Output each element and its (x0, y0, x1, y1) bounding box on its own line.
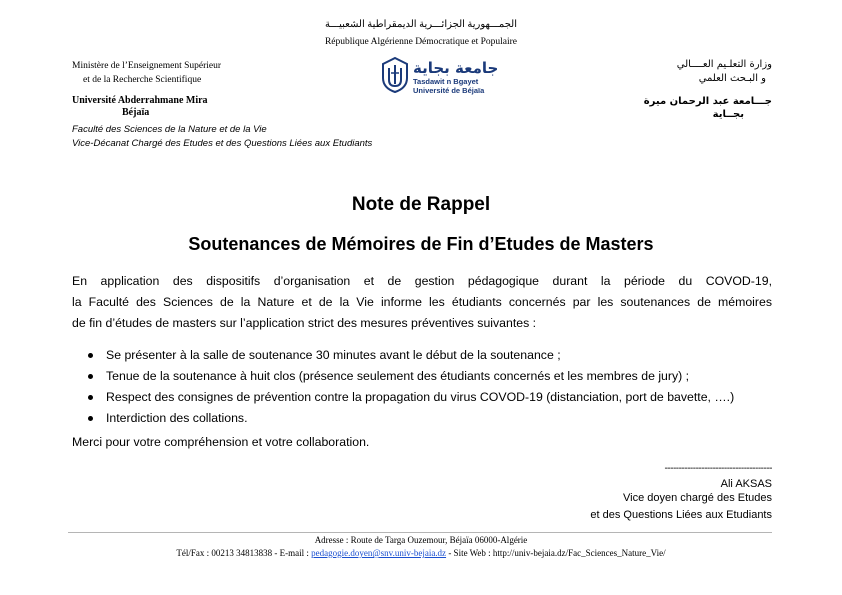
list-item (88, 408, 788, 429)
university-ar-line-2: بجــاية (712, 109, 744, 120)
bullet-icon (88, 416, 93, 421)
ministry-ar-line-2: و البـحث العلمي (698, 73, 766, 84)
footer-phone: Tél/Fax : 00213 34813838 - E-mail : (176, 548, 312, 558)
list-item (88, 387, 788, 408)
bullet-icon (88, 353, 93, 358)
closing-sentence: Merci pour votre compréhension et votre collaboration. (72, 435, 370, 449)
intro-line: la Faculté des Sciences de la Nature et de la Vie informe les étudiants concernés par les soutenances de mémoires (72, 295, 772, 309)
university-emblem-icon (380, 56, 410, 94)
footer-contact (0, 548, 842, 558)
faculty-name (72, 123, 372, 150)
list-item-text: Interdiction des collations. (106, 411, 248, 425)
intro-line: de fin d’études de masters sur l’application strict des mesures préventives suivantes : (72, 316, 537, 330)
signatory-name: Ali AKSAS (720, 478, 772, 490)
footer-email-link[interactable]: pedagogie.doyen@snv.univ-bejaia.dz (311, 548, 447, 558)
university-name-arabic (644, 95, 772, 121)
logo-name-french: Université de Béjaïa (413, 86, 485, 95)
footer-address: Adresse : Route de Targa Ouzemour, Béjaïa 06000-Algérie (314, 535, 528, 545)
ministry-name-arabic (677, 58, 772, 86)
signatory-role-line-2: et des Questions Liées aux Etudiants (590, 509, 772, 521)
ministry-ar-line-1: وزارة التعلـيم العــــالي (676, 59, 772, 70)
list-item-text: Se présenter à la salle de soutenance 30 minutes avant le début de la soutenance ; (106, 348, 561, 362)
ministry-line-2: et de la Recherche Scientifique (83, 75, 202, 85)
ministry-name-french (72, 59, 221, 87)
footer-website: - Site Web : http://univ-bejaia.dz/Fac_Sciences_Nature_Vie/ (446, 548, 666, 558)
list-item (88, 345, 788, 366)
republic-name-french: République Algérienne Démocratique et Populaire (324, 37, 518, 47)
signatory-role-line-1: Vice doyen chargé des Etudes (622, 492, 772, 504)
university-ar-line-1: جـــامعة عبد الرحمان ميرة (643, 96, 772, 107)
university-line-1: Université Abderrahmane Mira (72, 95, 208, 106)
intro-line: En application des dispositifs d’organisation et de gestion pédagogique durant la période du COVOD-19, (72, 274, 772, 288)
document-title: Note de Rappel (351, 194, 491, 215)
list-item-text: Respect des consignes de prévention contre la propagation du virus COVOD-19 (distanciation, port de bavette, ….) (106, 390, 735, 404)
footer-divider (68, 532, 772, 533)
university-name-french (72, 95, 208, 119)
bullet-icon (88, 374, 93, 379)
intro-paragraph (72, 271, 772, 334)
republic-name-arabic: الجمـــهورية الجزائـــرية الديمقراطية الشعبيـــة (325, 19, 517, 30)
measures-list (88, 345, 788, 429)
university-line-2: Béjaïa (122, 107, 150, 118)
logo-name-arabic: جامعة بجاية (413, 59, 499, 77)
faculty-line-2: Vice-Décanat Chargé des Etudes et des Questions Liées aux Etudiants (72, 137, 373, 149)
signature-line: -------------------------------------- (664, 463, 772, 474)
ministry-line-1: Ministère de l’Enseignement Supérieur (72, 61, 222, 71)
bullet-icon (88, 395, 93, 400)
logo-name-kabyle: Tasdawit n Bgayet (413, 77, 479, 86)
list-item (88, 366, 788, 387)
document-subtitle: Soutenances de Mémoires de Fin d’Etudes de Masters (188, 234, 654, 254)
list-item-text: Tenue de la soutenance à huit clos (présence seulement des étudiants concernés et les membres de jury) ; (106, 369, 690, 383)
faculty-line-1: Faculté des Sciences de la Nature et de la Vie (72, 124, 267, 135)
